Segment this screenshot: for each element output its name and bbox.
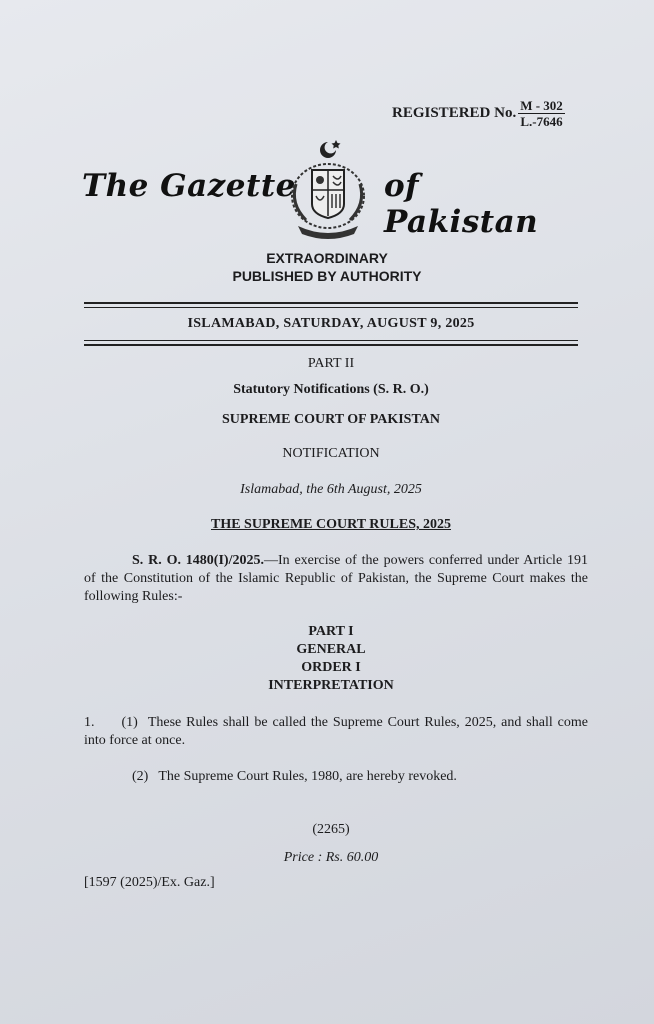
extraordinary-label: EXTRAORDINARY <box>266 250 388 266</box>
registered-fraction <box>518 98 565 129</box>
masthead-right-text: of Pakistan <box>384 168 539 240</box>
bottom-rule-thin <box>84 340 578 341</box>
part-one-heading: PART I <box>308 624 354 639</box>
registered-numerator: M - 302 <box>520 98 563 113</box>
general-heading: GENERAL <box>296 642 366 657</box>
rule-2-paragraph <box>132 768 588 786</box>
rule-2-text: The Supreme Court Rules, 1980, are hereby revoked. <box>158 769 457 784</box>
preamble-text: —In exercise of the powers conferred under Article 191 of the Constitution of the Islamic Republic of Pakistan, the Supreme Court makes the following Rules:- <box>84 553 588 604</box>
rule-1-paragraph <box>84 714 588 750</box>
rule-1-sub: (1) <box>121 715 138 730</box>
rule-2-sub: (2) <box>132 769 149 784</box>
state-emblem-icon <box>278 134 378 246</box>
rules-title: THE SUPREME COURT RULES, 2025 <box>210 517 451 532</box>
issuing-authority: SUPREME COURT OF PAKISTAN <box>222 412 440 427</box>
registered-label: REGISTERED No. <box>392 105 517 121</box>
price: Price : Rs. 60.00 <box>283 850 379 865</box>
registered-number <box>392 98 565 129</box>
registered-denominator: L.-7646 <box>520 114 563 129</box>
top-rule-thin <box>84 307 578 308</box>
top-rule-thick <box>84 302 578 304</box>
order-heading: ORDER I <box>301 660 361 675</box>
issue-dateline: ISLAMABAD, SATURDAY, AUGUST 9, 2025 <box>187 316 475 331</box>
sro-number: S. R. O. 1480(I)/2025. <box>132 553 264 568</box>
rule-1-number: 1. <box>84 715 95 730</box>
preamble-paragraph <box>84 552 588 606</box>
notification-heading: NOTIFICATION <box>282 446 380 461</box>
rule-1-text: These Rules shall be called the Supreme Court Rules, 2025, and shall come into force at once. <box>84 715 588 748</box>
interpretation-heading: INTERPRETATION <box>268 678 394 693</box>
page-number: (2265) <box>312 822 350 837</box>
notification-category: Statutory Notifications (S. R. O.) <box>233 382 429 397</box>
masthead-left-text: The Gazette <box>82 168 296 204</box>
masthead <box>80 160 580 240</box>
published-by-authority-label: PUBLISHED BY AUTHORITY <box>232 268 422 284</box>
part-label: PART II <box>307 356 355 371</box>
gazette-reference: [1597 (2025)/Ex. Gaz.] <box>84 875 215 890</box>
place-date: Islamabad, the 6th August, 2025 <box>240 482 422 497</box>
bottom-rule-thick <box>84 344 578 346</box>
